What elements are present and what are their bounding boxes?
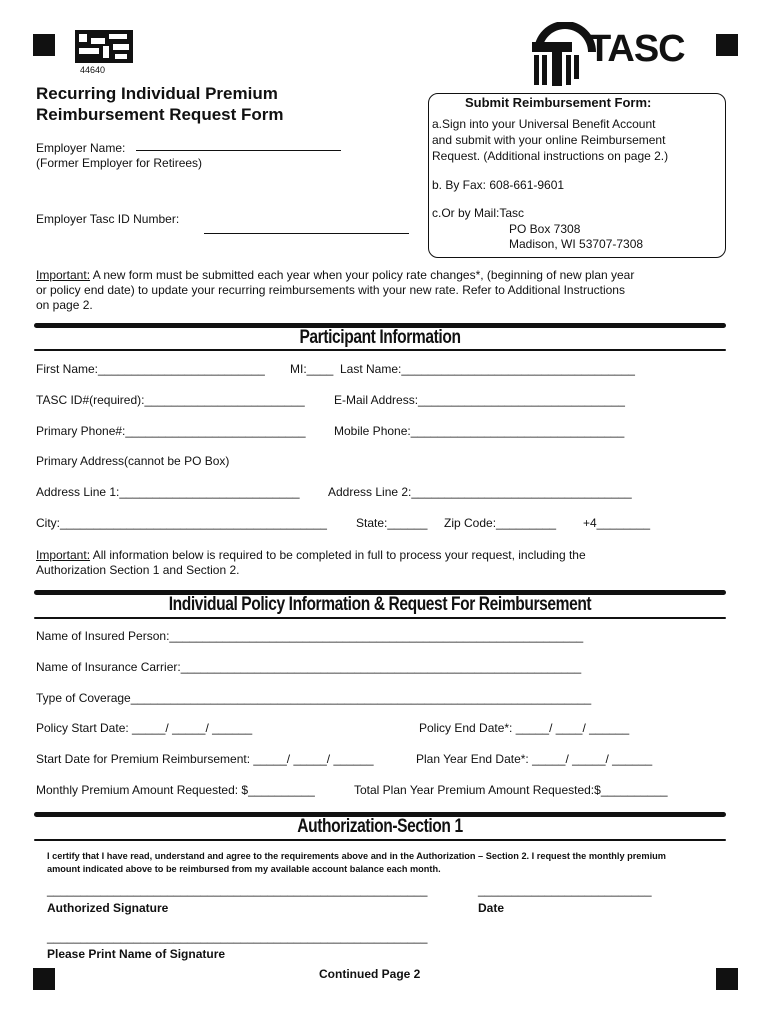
submit-option-c-line1: c.Or by Mail:Tasc: [432, 206, 525, 220]
form-barcode: [75, 30, 133, 63]
zip-code-field[interactable]: Zip Code:_________: [444, 516, 557, 530]
insurance-carrier-field[interactable]: Name of Insurance Carrier:____________________________________________________________: [36, 660, 582, 674]
auth-section-title: Authorization-Section 1: [297, 816, 463, 837]
auth-section-underline: [34, 839, 726, 841]
first-name-field[interactable]: First Name:_________________________: [36, 362, 265, 376]
registration-mark-top-right: [716, 34, 738, 56]
participant-section-underline: [34, 349, 726, 351]
plan-year-end-date-field[interactable]: Plan Year End Date*: _____/ _____/ ______: [416, 752, 653, 766]
registration-mark-top-left: [33, 34, 55, 56]
print-name-line[interactable]: _________________________________________________________: [47, 930, 428, 944]
signature-line[interactable]: _________________________________________________________: [47, 883, 428, 897]
reimbursement-start-date-field[interactable]: Start Date for Premium Reimbursement: _____/ _____/ ______: [36, 752, 374, 766]
policy-section-title: Individual Policy Information & Request For Reimbursement: [168, 594, 592, 615]
mi-field[interactable]: MI:____: [290, 362, 334, 376]
form-id: 44640: [80, 65, 106, 75]
authorized-signature-label: Authorized Signature: [47, 901, 169, 915]
tasc-logo: [530, 22, 700, 88]
important-label-2: Important:: [36, 548, 91, 562]
coverage-type-field[interactable]: Type of Coverage_____________________________________________________________________: [36, 691, 592, 705]
employer-name-label: Employer Name:: [36, 141, 126, 155]
registration-mark-bottom-left: [33, 968, 55, 990]
auth-statement-line2: amount indicated above to be reimbursed from my available account balance each month.: [47, 864, 441, 874]
primary-phone-field[interactable]: Primary Phone#:___________________________: [36, 424, 306, 438]
participant-section-title: Participant Information: [299, 327, 461, 348]
submit-option-a-line1: a.Sign into your Universal Benefit Account: [432, 117, 656, 131]
submit-option-b: b. By Fax: 608-661-9601: [432, 178, 565, 192]
important-label: Important:: [36, 268, 91, 282]
employer-tasc-id-field[interactable]: [204, 221, 409, 234]
important-text-line1: A new form must be submitted each year when your policy rate changes*, (beginning of new plan year: [90, 268, 635, 282]
important2-text-line2: Authorization Section 1 and Section 2.: [36, 563, 240, 577]
important-notice-2: [36, 548, 736, 578]
print-name-label: Please Print Name of Signature: [47, 947, 226, 961]
monthly-premium-field[interactable]: Monthly Premium Amount Requested: $__________: [36, 783, 315, 797]
employer-name-field[interactable]: [136, 138, 341, 151]
auth-statement-line1: I certify that I have read, understand and agree to the requirements above and in the Authorization – Section 2. I request the monthly premium: [47, 851, 666, 861]
mobile-phone-field[interactable]: Mobile Phone:________________________________: [334, 424, 625, 438]
address-line1-field[interactable]: Address Line 1:___________________________: [36, 485, 300, 499]
important-notice-1: [36, 268, 736, 313]
submit-option-c-line2: PO Box 7308: [509, 222, 581, 236]
submit-option-a-line3: Request. (Additional instructions on page 2.): [432, 149, 669, 163]
date-line[interactable]: __________________________: [478, 883, 652, 897]
primary-address-note: Primary Address(cannot be PO Box): [36, 454, 230, 468]
important-text-line3: on page 2.: [36, 298, 93, 312]
city-field[interactable]: City:________________________________________: [36, 516, 327, 530]
important-text-line2: or policy end date) to update your recurring reimbursements with your new rate. Refer to Additional Instructions: [36, 283, 625, 297]
address-line2-field[interactable]: Address Line 2:_________________________________: [328, 485, 632, 499]
policy-start-date-field[interactable]: Policy Start Date: _____/ _____/ ______: [36, 721, 253, 735]
total-premium-field[interactable]: Total Plan Year Premium Amount Requested:$__________: [354, 783, 668, 797]
submit-box-heading: Submit Reimbursement Form:: [465, 95, 652, 110]
state-field[interactable]: State:______: [356, 516, 428, 530]
form-title-line1: Recurring Individual Premium: [36, 84, 278, 103]
auth-statement: [47, 850, 737, 876]
last-name-field[interactable]: Last Name:___________________________________: [340, 362, 635, 376]
insured-person-field[interactable]: Name of Insured Person:______________________________________________________________: [36, 629, 584, 643]
form-title-line2: Reimbursement Request Form: [36, 105, 284, 124]
registration-mark-bottom-right: [716, 968, 738, 990]
employer-tasc-id-label: Employer Tasc ID Number:: [36, 212, 180, 226]
date-label: Date: [478, 901, 505, 915]
continued-page-note: Continued Page 2: [319, 967, 421, 981]
logo-wordmark: TASC: [588, 28, 685, 70]
policy-section-underline: [34, 617, 726, 619]
email-field[interactable]: E-Mail Address:_______________________________: [334, 393, 625, 407]
tasc-id-field[interactable]: TASC ID#(required):________________________: [36, 393, 305, 407]
important2-text-line1: All information below is required to be completed in full to process your request, including the: [90, 548, 586, 562]
former-employer-label: (Former Employer for Retirees): [36, 156, 203, 170]
submit-option-c-line3: Madison, WI 53707-7308: [509, 237, 644, 251]
zip-plus4-field[interactable]: +4________: [583, 516, 651, 530]
submit-option-a-line2: and submit with your online Reimbursement: [432, 133, 666, 147]
policy-end-date-field[interactable]: Policy End Date*: _____/ ____/ ______: [419, 721, 630, 735]
